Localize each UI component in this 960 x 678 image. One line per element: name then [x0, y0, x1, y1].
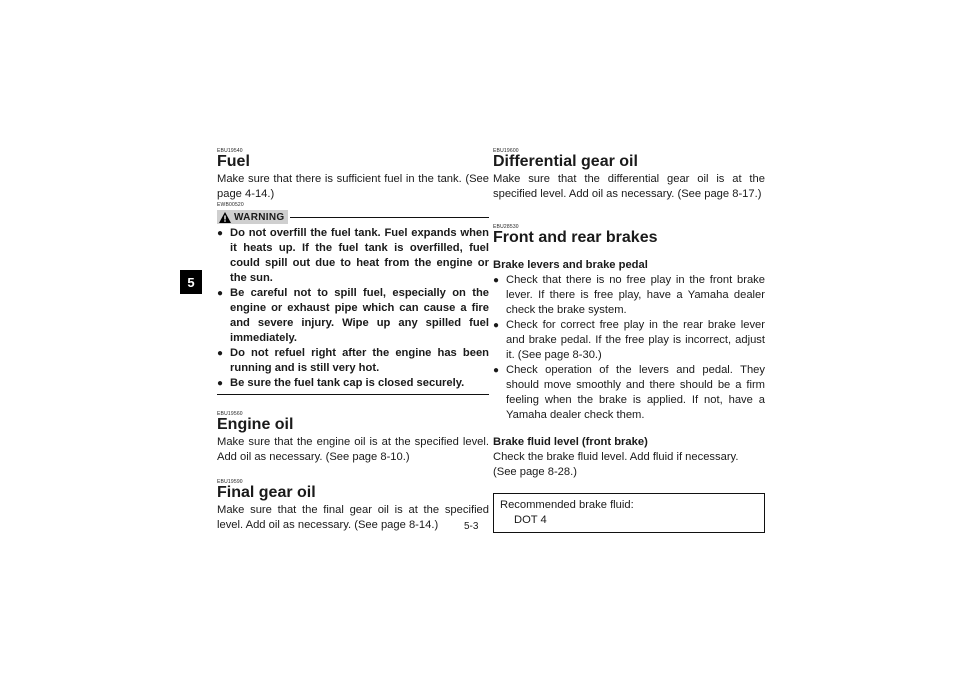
bullet-icon: ● — [493, 320, 500, 331]
warning-block — [217, 202, 489, 395]
bullet-icon: ● — [217, 378, 224, 389]
warning-rule — [290, 217, 489, 218]
final-gear-oil-heading: Final gear oil — [217, 484, 316, 501]
fluid-box-label: Recommended brake fluid: — [500, 499, 634, 511]
bullet-icon: ● — [217, 288, 224, 299]
page-number: 5-3 — [464, 521, 479, 532]
bullet-icon: ● — [493, 275, 500, 286]
brake-levers-subheading: Brake levers and brake pedal — [493, 259, 648, 271]
warning-triangle-icon — [219, 212, 231, 223]
differential-code: EBU19600 — [493, 148, 519, 154]
warning-item: ● Be sure the fuel tank cap is closed securely. — [217, 377, 465, 389]
left-column — [217, 148, 489, 533]
fuel-text: Make sure that there is sufficient fuel in the tank. (See page 4-14.) — [217, 173, 489, 200]
brakes-heading: Front and rear brakes — [493, 229, 658, 246]
differential-text: Make sure that the differential gear oil is at the specified level. Add oil as necessary. (See page 8-17.) — [493, 173, 765, 200]
warning-code: EWB00520 — [217, 202, 244, 208]
brakes-code: EBU28530 — [493, 224, 519, 230]
warning-header — [217, 210, 489, 224]
warning-item: ● Be careful not to spill fuel, especially on the engine or exhaust pipe which can cause a fire and severe injury. Wipe up any spilled fuel immediately. — [217, 287, 489, 344]
warning-label: WARNING — [234, 211, 285, 223]
list-item: ● Check operation of the levers and pedal. They should move smoothly and there should be a firm feeling when the brake is applied. If not, have a Yamaha dealer check them. — [493, 364, 765, 421]
warning-item: ● Do not refuel right after the engine has been running and is still very hot. — [217, 347, 489, 374]
warning-badge — [217, 210, 288, 224]
engine-oil-text: Make sure that the engine oil is at the specified level. Add oil as necessary. (See page 8-10.) — [217, 436, 489, 463]
final-gear-oil-code: EBU19590 — [217, 479, 243, 485]
list-item: ● Check that there is no free play in the front brake lever. If there is free play, have a Yamaha dealer check the brake system. — [493, 274, 765, 316]
bullet-icon: ● — [493, 365, 500, 376]
bullet-icon: ● — [217, 348, 224, 359]
recommended-fluid-box — [493, 493, 765, 533]
brake-check-list — [493, 273, 765, 423]
right-column — [493, 148, 765, 533]
final-gear-oil-text: Make sure that the final gear oil is at the specified level. Add oil as necessary. (See page 8-14.) — [217, 504, 489, 531]
list-item: ● Check for correct free play in the rear brake lever and brake pedal. If the free play is incorrect, adjust it. (See page 8-30.) — [493, 319, 765, 361]
chapter-tab: 5 — [180, 270, 202, 294]
warning-item: ● Do not overfill the fuel tank. Fuel expands when it heats up. If the fuel tank is overfilled, fuel could spill out due to heat from the engine or the sun. — [217, 227, 489, 284]
engine-oil-heading: Engine oil — [217, 416, 294, 433]
fluid-box-value: DOT 4 — [514, 514, 547, 526]
bullet-icon: ● — [217, 228, 224, 239]
fuel-heading: Fuel — [217, 153, 250, 170]
fuel-code: EBU19540 — [217, 148, 243, 154]
engine-oil-code: EBU19560 — [217, 411, 243, 417]
brake-fluid-text: Check the brake fluid level. Add fluid if necessary. (See page 8-28.) — [493, 451, 739, 478]
differential-heading: Differential gear oil — [493, 153, 638, 170]
brake-fluid-subheading: Brake fluid level (front brake) — [493, 436, 648, 448]
warning-list — [217, 226, 489, 391]
